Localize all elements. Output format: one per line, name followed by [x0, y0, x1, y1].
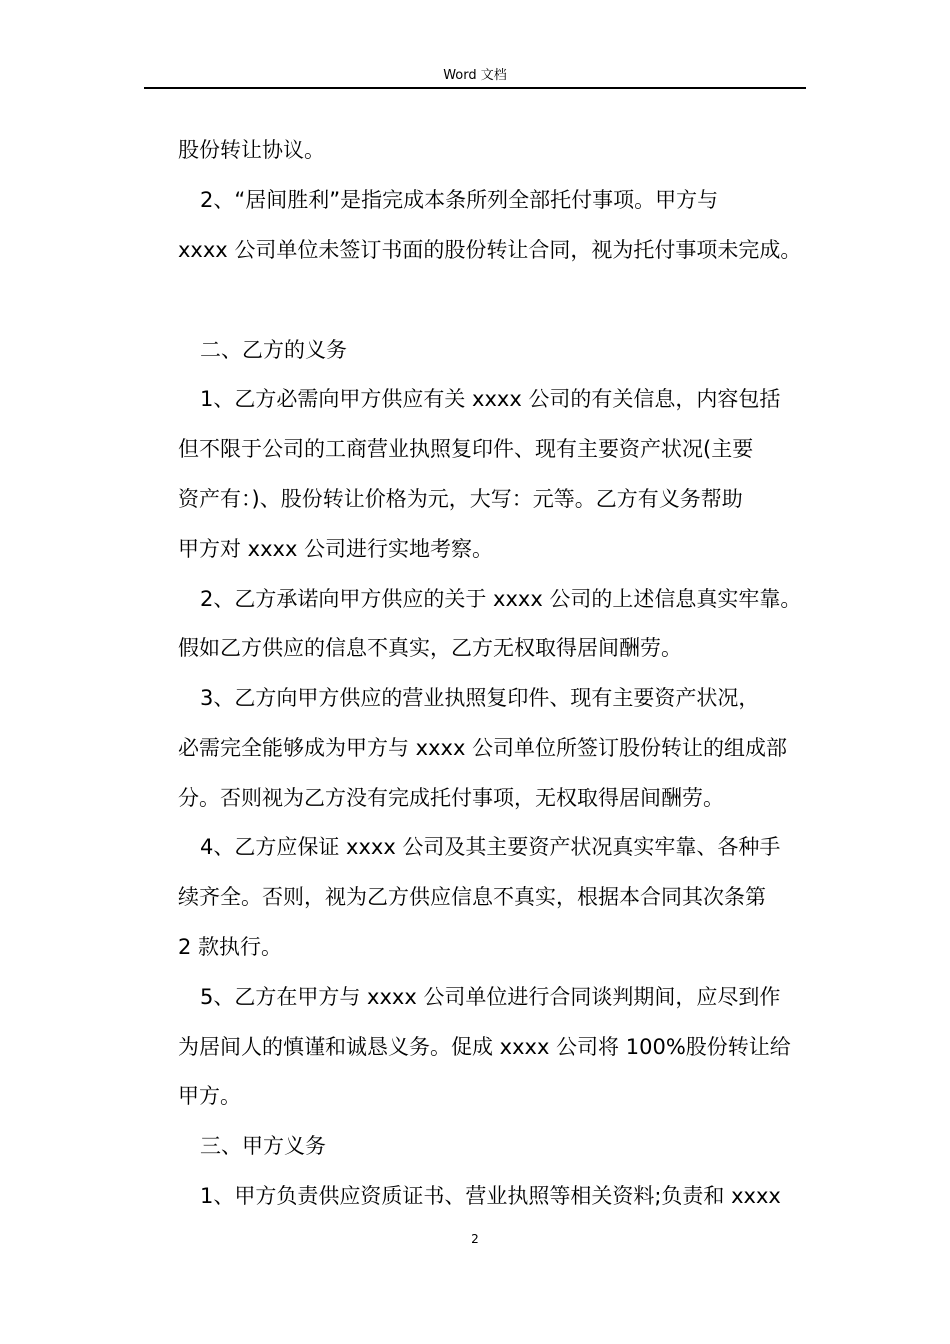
paragraph-line: xxxx 公司单位未签订书面的股份转让合同，视为托付事项未完成。 — [178, 238, 802, 262]
paragraph-line: 3、乙方向甲方供应的营业执照复印件、现有主要资产状况， — [200, 686, 760, 710]
section-heading: 二、乙方的义务 — [200, 338, 347, 362]
paragraph-line: 分。否则视为乙方没有完成托付事项，无权取得居间酬劳。 — [178, 786, 724, 810]
paragraph-line: 1、甲方负责供应资质证书、营业执照等相关资料;负责和 xxxx — [200, 1184, 781, 1208]
paragraph-line: 股份转让协议。 — [178, 138, 325, 162]
paragraph-line: 1、乙方必需向甲方供应有关 xxxx 公司的有关信息，内容包括 — [200, 387, 781, 411]
section-heading: 三、甲方义务 — [200, 1134, 326, 1158]
paragraph-line: 为居间人的慎谨和诚恳义务。促成 xxxx 公司将 100%股份转让给 — [178, 1035, 791, 1059]
page-header: Word 文档 — [443, 68, 507, 83]
paragraph-line: 资产有：)、股份转让价格为元，大写：元等。乙方有义务帮助 — [178, 487, 743, 511]
paragraph-line: 必需完全能够成为甲方与 xxxx 公司单位所签订股份转让的组成部 — [178, 736, 788, 760]
paragraph-line: 假如乙方供应的信息不真实，乙方无权取得居间酬劳。 — [178, 636, 682, 660]
paragraph-line: 甲方对 xxxx 公司进行实地考察。 — [178, 537, 494, 561]
paragraph-line: 2 款执行。 — [178, 935, 283, 959]
page-number: 2 — [471, 1232, 479, 1246]
paragraph-line: 甲方。 — [178, 1084, 241, 1108]
paragraph-line: 5、乙方在甲方与 xxxx 公司单位进行合同谈判期间，应尽到作 — [200, 985, 781, 1009]
paragraph-line: 但不限于公司的工商营业执照复印件、现有主要资产状况(主要 — [178, 437, 754, 461]
paragraph-line: 4、乙方应保证 xxxx 公司及其主要资产状况真实牢靠、各种手 — [200, 835, 781, 859]
paragraph-line: 2、乙方承诺向甲方供应的关于 xxxx 公司的上述信息真实牢靠。 — [200, 587, 802, 611]
paragraph-line: 2、“居间胜利”是指完成本条所列全部托付事项。甲方与 — [200, 188, 719, 212]
header-divider — [144, 87, 806, 89]
paragraph-line: 续齐全。否则，视为乙方供应信息不真实，根据本合同其次条第 — [178, 885, 766, 909]
